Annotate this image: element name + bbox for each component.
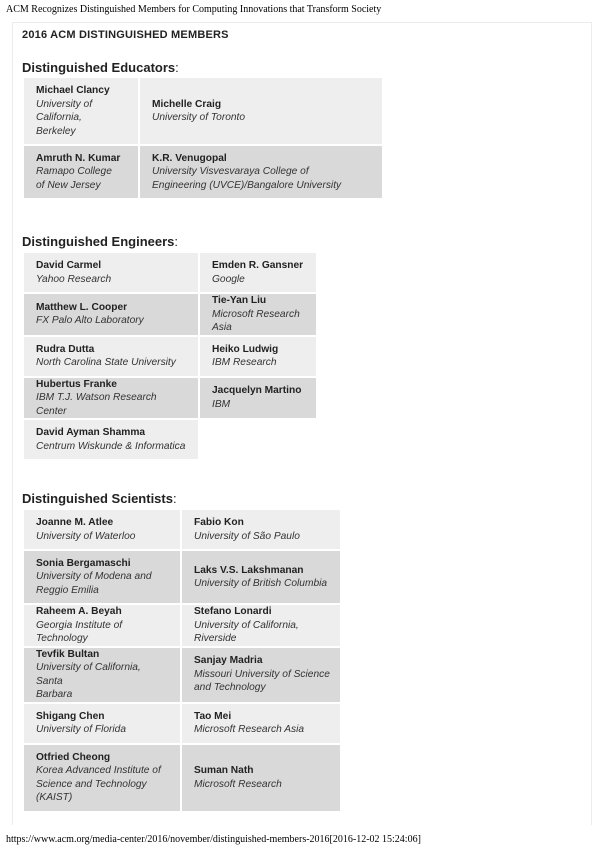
member-name: Hubertus Franke (36, 378, 117, 390)
table-row (24, 146, 382, 198)
member-affiliation: Korea Advanced Institute of Science and Technology (KAIST) (36, 765, 161, 803)
page-title: 2016 ACM DISTINGUISHED MEMBERS (22, 29, 229, 41)
member-cell (200, 378, 316, 419)
member-cell (200, 253, 316, 292)
member-affiliation: Georgia Institute of Technology (36, 619, 123, 644)
member-name: Rudra Dutta (36, 343, 95, 355)
member-name: Fabio Kon (194, 517, 244, 528)
member-name: Laks V.S. Lakshmanan (194, 564, 304, 576)
member-cell (24, 253, 198, 292)
table-row (24, 648, 340, 702)
member-cell (24, 745, 180, 811)
table-row (24, 510, 340, 549)
member-name: Tao Mei (194, 710, 232, 722)
member-affiliation: Centrum Wiskunde & Informatica (36, 440, 186, 452)
table-row (24, 337, 316, 376)
table-row (24, 253, 316, 292)
member-name: Tie-Yan Liu (212, 295, 267, 306)
member-name: Suman Nath (194, 765, 254, 776)
member-name: Amruth N. Kumar (36, 152, 121, 164)
member-affiliation: University of California, Berkeley (36, 98, 93, 137)
member-name: Sanjay Madria (194, 655, 263, 667)
educators-table (22, 76, 384, 200)
member-cell (200, 337, 316, 376)
educators-heading (22, 60, 179, 75)
member-name: K.R. Venugopal (152, 152, 227, 164)
member-name: Emden R. Gansner (212, 260, 304, 271)
member-name: Stefano Lonardi (194, 606, 272, 617)
member-affiliation: Microsoft Research Asia (212, 308, 300, 333)
member-affiliation: University of Florida (36, 724, 127, 735)
member-affiliation: University of Waterloo (36, 530, 136, 542)
print-header: ACM Recognizes Distinguished Members for Computing Innovations that Transform Society (6, 4, 382, 15)
table-row (24, 78, 382, 144)
table-row (24, 605, 340, 646)
member-name: Sonia Bergamaschi (36, 557, 131, 569)
member-cell (24, 420, 198, 459)
member-affiliation: Missouri University of Science and Technology (194, 668, 330, 694)
empty-cell (200, 420, 316, 459)
member-cell (140, 146, 382, 198)
member-affiliation: University of British Columbia (194, 578, 328, 589)
table-row (24, 551, 340, 603)
scientists-table (22, 508, 342, 813)
member-name: Heiko Ludwig (212, 343, 279, 355)
member-cell (182, 551, 340, 603)
engineers-table (22, 251, 318, 461)
member-affiliation: University Visvesvaraya College of Engineering (UVCE)/Bangalore University (152, 166, 342, 191)
member-name: Otfried Cheong (36, 751, 111, 763)
member-cell (182, 510, 340, 549)
member-name: Michelle Craig (152, 98, 222, 110)
member-affiliation: University of Toronto (152, 112, 246, 123)
member-cell (182, 745, 340, 811)
member-affiliation: North Carolina State University (36, 357, 176, 368)
member-cell (200, 294, 316, 335)
member-cell (24, 294, 198, 335)
table-row (24, 745, 340, 811)
scientists-heading-text: Distinguished Scientists (22, 491, 173, 506)
member-cell (182, 605, 340, 646)
member-affiliation: IBM Research (212, 357, 277, 368)
member-name: Shigang Chen (36, 710, 105, 722)
print-footer: https://www.acm.org/media-center/2016/november/distinguished-members-2016[2016-12-02 15:24:06] (6, 834, 421, 845)
member-affiliation: FX Palo Alto Laboratory (36, 315, 144, 327)
member-affiliation: Microsoft Research Asia (194, 724, 305, 735)
member-name: Jacquelyn Martino (212, 385, 302, 397)
member-cell (182, 648, 340, 702)
member-cell (24, 510, 180, 549)
engineers-heading-text: Distinguished Engineers (22, 234, 175, 249)
member-cell (24, 378, 198, 419)
member-name: Matthew L. Cooper (36, 301, 128, 313)
scientists-heading (22, 491, 177, 506)
table-row (24, 294, 316, 335)
member-name: Tevfik Bultan (36, 648, 100, 660)
member-cell (24, 605, 180, 646)
member-cell (24, 704, 180, 743)
table-row (24, 704, 340, 743)
table-row (24, 378, 316, 419)
member-cell (24, 146, 138, 198)
member-affiliation: Microsoft Research (194, 778, 282, 790)
member-name: David Carmel (36, 260, 102, 271)
engineers-heading (22, 234, 178, 249)
member-cell (182, 704, 340, 743)
scientists-heading-colon: : (172, 491, 177, 506)
member-affiliation: Google (212, 273, 245, 285)
member-affiliation: University of Modena and Reggio Emilia (36, 571, 152, 596)
member-affiliation: Ramapo College of New Jersey (36, 166, 112, 191)
member-affiliation: Yahoo Research (36, 273, 112, 285)
table-row (24, 420, 316, 459)
member-cell (24, 78, 138, 144)
member-name: Joanne M. Atlee (36, 517, 114, 528)
member-cell (24, 551, 180, 603)
member-cell (140, 78, 382, 144)
educators-heading-colon: : (175, 60, 179, 75)
member-name: Raheem A. Beyah (36, 606, 122, 617)
member-affiliation: IBM T.J. Watson Research Center (36, 392, 157, 417)
member-affiliation: University of São Paulo (194, 530, 300, 542)
member-affiliation: University of California, Riverside (194, 619, 299, 644)
engineers-heading-colon: : (174, 234, 179, 249)
educators-heading-text: Distinguished Educators (22, 60, 176, 75)
member-cell (24, 337, 198, 376)
member-name: Michael Clancy (36, 85, 110, 96)
member-name: David Ayman Shamma (36, 427, 146, 438)
member-cell (24, 648, 180, 702)
member-affiliation: IBM (212, 398, 231, 410)
member-affiliation: University of California, Santa Barbara (36, 662, 141, 700)
